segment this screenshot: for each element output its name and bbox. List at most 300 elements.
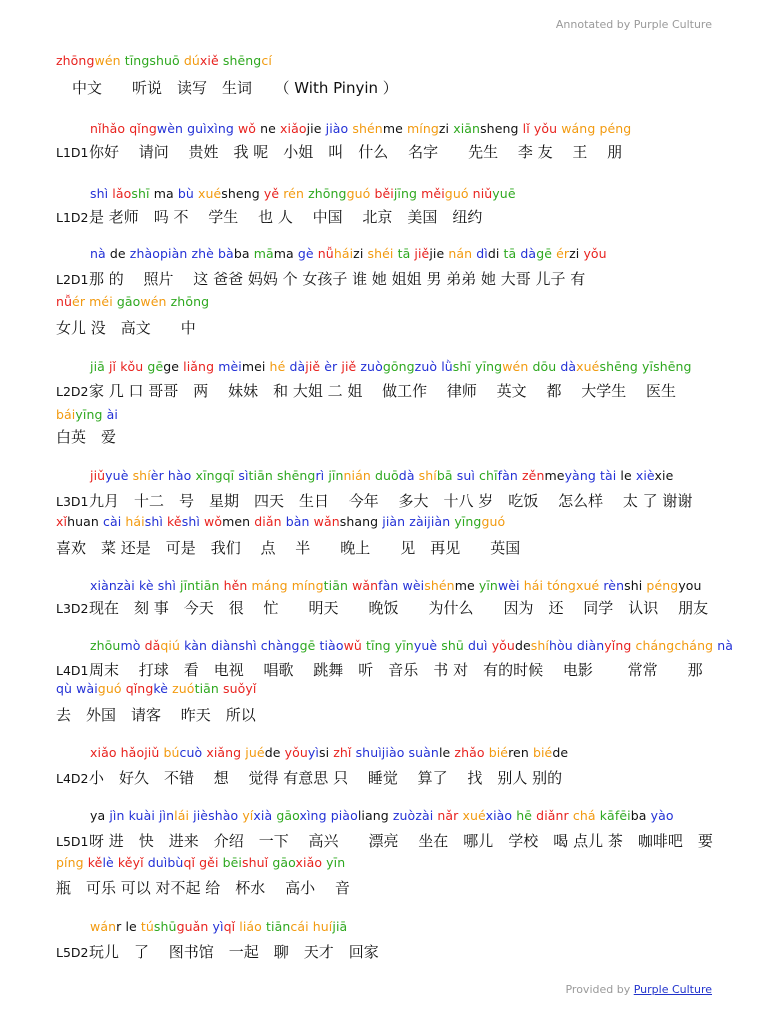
pinyin-syllable: qù [56,681,73,696]
pinyin-syllable: cái [290,919,309,934]
hanzi-text: 玩儿 了 图书馆 一起 聊 天才 回家 [89,943,379,961]
pinyin-syllable: wèn [156,121,184,136]
lesson-label: L4D1 [56,663,89,678]
pinyin-syllable: xià [253,808,273,823]
pinyin-syllable: jiǔ [144,745,160,760]
pinyin-line [90,638,768,653]
title-pinyin [56,53,768,68]
pinyin-syllable: rén [283,186,304,201]
pinyin-syllable: sì [238,468,249,483]
pinyin-syllable: zuó [172,681,195,696]
pinyin-line [90,578,768,593]
pinyin-syllable: xué [576,359,600,374]
pinyin-syllable: wáng [561,121,596,136]
pinyin-line [56,855,768,870]
pinyin-syllable: de [264,745,281,760]
pinyin-syllable: piàn [159,246,188,261]
pinyin-syllable: lǐ [522,121,530,136]
pinyin-syllable: bù [177,186,194,201]
pinyin-syllable: kè [138,578,154,593]
pinyin-syllable: mèi [218,359,242,374]
pinyin-syllable: nián [343,468,371,483]
pinyin-syllable: chàng [260,638,300,653]
hanzi-text: 女儿 没 高文 中 [56,319,196,337]
pinyin-syllable: sheng [480,121,519,136]
pinyin-syllable: ren [508,745,529,760]
pinyin-syllable: shí [530,638,550,653]
pinyin-syllable: xǐ [56,514,68,529]
hanzi-line [56,597,768,618]
pinyin-syllable: bàn [285,514,310,529]
pinyin-syllable: xie [654,468,674,483]
pinyin-syllable: hǎo [120,745,145,760]
pinyin-syllable: ba [630,808,647,823]
pinyin-syllable: mā [253,246,274,261]
pinyin-syllable: jiè [193,808,209,823]
pinyin-syllable: diǎnr [536,808,569,823]
header-annotation: Annotated by Purple Culture [555,18,712,31]
pinyin-syllable: shang [339,514,379,529]
pinyin-syllable: tiān [195,578,220,593]
pinyin-line [90,808,768,823]
pinyin-syllable: yào [650,808,674,823]
pinyin-syllable: wǎn [313,514,340,529]
hanzi-text: 瓶 可乐 可以 对不起 给 杯水 高小 音 [56,879,350,897]
hanzi-text: 九月 十二 号 星期 四天 生日 今年 多大 十八 岁 吃饭 怎么样 太 了 谢谢 [89,492,693,510]
pinyin-line [56,514,768,529]
pinyin-line [90,359,768,374]
pinyin-syllable: ya [90,808,106,823]
pinyin-syllable: kě [167,514,182,529]
hanzi-text: 那 的 照片 这 爸爸 妈妈 个 女孩子 谁 她 姐姐 男 弟弟 她 大哥 儿子 有 [89,270,586,288]
hanzi-text: 小 好久 不错 想 觉得 有意思 只 睡觉 算了 找 别人 别的 [89,769,563,787]
pinyin-syllable: qiú [160,638,181,653]
pinyin-syllable: guó [346,186,371,201]
pinyin-syllable: xué [462,808,486,823]
pinyin-syllable: zhōng [170,294,210,309]
pinyin-syllable: bù [167,855,184,870]
pinyin-syllable: gè [297,246,314,261]
pinyin-syllable: suàn [408,745,439,760]
pinyin-syllable: ge [163,359,180,374]
pinyin-syllable: tiān [194,681,219,696]
pinyin-syllable: shēng [276,468,316,483]
pinyin-syllable: chī [479,468,498,483]
pinyin-syllable: xìng [206,121,234,136]
pinyin-syllable: wén [140,294,167,309]
pinyin-syllable: lè [102,855,114,870]
pinyin-syllable: shén [424,578,455,593]
pinyin-syllable: jiě [305,359,321,374]
pinyin-syllable: cí [261,53,272,68]
pinyin-syllable: gāo [276,808,300,823]
pinyin-syllable: zài [116,578,135,593]
pinyin-syllable: xiě [199,53,219,68]
pinyin-syllable: bú [163,745,180,760]
pinyin-syllable: jiào [381,745,405,760]
pinyin-syllable: guó [444,186,469,201]
pinyin-syllable: xiǎo [90,745,117,760]
pinyin-syllable: yǒu [491,638,515,653]
pinyin-syllable: hé [269,359,286,374]
pinyin-syllable: huí [312,919,333,934]
pinyin-syllable: yǐ [132,855,144,870]
hanzi-text: 你好 请问 贵姓 我 呢 小姐 叫 什么 名字 先生 李 友 王 朋 [89,143,623,161]
pinyin-line [90,919,768,934]
pinyin-syllable: jiàn [427,514,451,529]
pinyin-syllable: shēng [222,53,262,68]
pinyin-syllable: zuò [414,359,438,374]
pinyin-syllable: cháng [674,638,714,653]
pinyin-syllable: zhǎo [454,745,485,760]
pinyin-syllable: gē [299,638,316,653]
pinyin-syllable: cuò [179,745,203,760]
pinyin-syllable: guǎn [176,919,209,934]
pinyin-syllable: yuè [105,468,129,483]
pinyin-syllable: guó [97,681,122,696]
hanzi-line [56,659,768,680]
pinyin-syllable: hái [125,514,145,529]
hanzi-text: 现在 刻 事 今天 很 忙 明天 晚饭 为什么 因为 还 同学 认识 朋友 [89,599,709,617]
pinyin-syllable: běi [374,186,394,201]
pinyin-syllable: wén [94,53,121,68]
pinyin-line [90,745,768,760]
pinyin-syllable: tiào [319,638,344,653]
pinyin-syllable: jie [306,121,322,136]
pinyin-syllable: shī [452,359,472,374]
lesson-label: L3D2 [56,601,89,616]
pinyin-syllable: dà [398,468,415,483]
pinyin-syllable: jie [429,246,445,261]
pinyin-line [90,121,768,136]
pinyin-syllable: yīng [75,407,103,422]
pinyin-syllable: yǐng [604,638,632,653]
pinyin-syllable: dǎ [144,638,161,653]
pinyin-syllable: mò [120,638,141,653]
pinyin-syllable: yǒu [583,246,607,261]
pinyin-syllable: fàn [378,578,399,593]
pinyin-syllable: liang [357,808,389,823]
pinyin-syllable: sheng [221,186,260,201]
pinyin-syllable: xiǎo [280,121,307,136]
pinyin-syllable: jiā [332,919,348,934]
pinyin-syllable: nán [448,246,473,261]
pinyin-syllable: hǎo [101,121,126,136]
pinyin-syllable: dōu [532,359,557,374]
pinyin-syllable: wèi [402,578,425,593]
pinyin-syllable: nǚ [317,246,334,261]
pinyin-syllable: ne [260,121,276,136]
pinyin-syllable: zài [415,808,434,823]
pinyin-syllable: tīng [124,53,150,68]
pinyin-syllable: jīn [328,468,344,483]
pinyin-syllable: zi [438,121,450,136]
hanzi-line [56,268,768,289]
pinyin-syllable: duō [374,468,399,483]
pinyin-syllable: tiān [248,468,273,483]
pinyin-syllable: péng [599,121,632,136]
pinyin-syllable: bà [218,246,234,261]
pinyin-syllable: jǐ [108,359,117,374]
pinyin-syllable: èr [150,468,164,483]
pinyin-syllable: xué [575,578,600,593]
pinyin-syllable: le [620,468,632,483]
lesson-label: L3D1 [56,494,89,509]
pinyin-syllable: kě [87,855,103,870]
pinyin-syllable: jìn [109,808,125,823]
pinyin-syllable: gē [536,246,553,261]
pinyin-syllable: me [382,121,403,136]
pinyin-syllable: me [454,578,475,593]
pinyin-syllable: ma [273,246,294,261]
pinyin-syllable: de [109,246,126,261]
pinyin-syllable: qǐ [223,919,236,934]
pinyin-syllable: tā [503,246,517,261]
pinyin-syllable: zuò [392,808,416,823]
pinyin-syllable: le [438,745,451,760]
pinyin-syllable: xiàn [90,578,117,593]
pinyin-syllable: dà [560,359,577,374]
pinyin-syllable: měi [421,186,445,201]
pinyin-syllable: shào [208,808,239,823]
pinyin-syllable: shéi [367,246,394,261]
pinyin-syllable: shuō [149,53,180,68]
pinyin-syllable: dì [476,246,488,261]
footer-prefix: Provided by [565,983,634,996]
pinyin-syllable: duì [147,855,168,870]
pinyin-syllable: lǜ [441,359,453,374]
pinyin-syllable: shì [181,514,200,529]
hanzi-line [56,767,768,788]
pinyin-syllable: wǎn [352,578,379,593]
pinyin-syllable: bié [532,745,553,760]
hanzi-line [56,490,768,511]
pinyin-line [90,186,768,201]
pinyin-syllable: yīng [475,359,503,374]
pinyin-syllable: tú [140,919,154,934]
hanzi-text: 呀 进 快 进来 介绍 一下 高兴 漂亮 坐在 哪儿 学校 喝 点儿 茶 咖啡吧 要 [89,832,713,850]
pinyin-syllable: gē [147,359,164,374]
pinyin-syllable: jīn [180,578,196,593]
pinyin-syllable: dà [289,359,306,374]
pinyin-syllable: duì [467,638,488,653]
pinyin-syllable: xiān [453,121,481,136]
pinyin-syllable: de [552,745,569,760]
pinyin-syllable: shì [90,186,109,201]
pinyin-syllable: nà [90,246,106,261]
hanzi-line [56,830,768,851]
pinyin-syllable: suǒ [223,681,246,696]
pinyin-syllable: èr [324,359,338,374]
lesson-label: L4D2 [56,771,89,786]
pinyin-syllable: wǒ [204,514,223,529]
pinyin-syllable: xué [197,186,222,201]
pinyin-syllable: yīng [454,514,482,529]
pinyin-syllable: hē [516,808,533,823]
hanzi-text: 去 外国 请客 昨天 所以 [56,706,256,724]
pinyin-syllable: zhōu [90,638,121,653]
pinyin-syllable: zuò [360,359,383,374]
pinyin-syllable: tīng [366,638,391,653]
pinyin-syllable: jiàn [382,514,406,529]
pinyin-syllable: bēi [222,855,243,870]
pinyin-syllable: suì [456,468,475,483]
pinyin-syllable: wǒ [237,121,257,136]
pinyin-syllable: yǒu [284,745,308,760]
pinyin-syllable: máng [251,578,288,593]
pinyin-syllable: zhào [129,246,160,261]
pinyin-syllable: xiào [485,808,513,823]
pinyin-syllable: shī [131,186,150,201]
pinyin-syllable: hái [523,578,544,593]
pinyin-syllable: zhǐ [333,745,352,760]
hanzi-text: 白英 爱 [56,428,117,446]
pinyin-syllable: qǐng [125,681,154,696]
pinyin-syllable: wǔ [343,638,362,653]
hanzi-line [56,941,768,962]
pinyin-syllable: ér [556,246,570,261]
pinyin-syllable: shū [153,919,177,934]
pinyin-syllable: gěi [199,855,219,870]
pinyin-syllable: yǒu [533,121,558,136]
pinyin-syllable: nà [717,638,733,653]
pinyin-syllable: shuǐ [242,855,269,870]
pinyin-syllable: diǎn [254,514,282,529]
pinyin-syllable: shì [238,638,257,653]
pinyin-syllable: yě [263,186,280,201]
pinyin-syllable: wèi [497,578,520,593]
pinyin-syllable: kuài [128,808,155,823]
hanzi-line [56,537,768,558]
pinyin-syllable: lǎo [112,186,132,201]
pinyin-syllable: shēng [599,359,638,374]
lesson-label: L2D1 [56,272,89,287]
pinyin-syllable: shēng [653,359,692,374]
pinyin-syllable: jiě [414,246,430,261]
pinyin-syllable: guó [481,514,506,529]
pinyin-syllable: jìn [158,808,175,823]
pinyin-syllable: rì [315,468,325,483]
pinyin-syllable: guì [187,121,207,136]
pinyin-syllable: yǐ [245,681,257,696]
pinyin-syllable: di [487,246,500,261]
pinyin-syllable: yì [212,919,224,934]
pinyin-syllable: shì [144,514,163,529]
pinyin-syllable: cài [102,514,122,529]
pinyin-syllable: zhōng [56,53,95,68]
pinyin-line [56,407,768,422]
pinyin-syllable: tiān [266,919,291,934]
pinyin-syllable: zi [569,246,580,261]
pinyin-syllable: jiào [325,121,349,136]
pinyin-syllable: zi [353,246,364,261]
lesson-label: L2D2 [56,384,89,399]
pinyin-syllable: dú [183,53,200,68]
pinyin-syllable: shì [157,578,176,593]
pinyin-syllable: jiā [90,359,105,374]
pinyin-syllable: tóng [547,578,576,593]
pinyin-syllable: jiǔ [90,468,106,483]
pinyin-syllable: liǎng [183,359,215,374]
pinyin-syllable: yàng [564,468,596,483]
hanzi-line [56,877,768,898]
pinyin-syllable: tài [599,468,617,483]
pinyin-syllable: cháng [635,638,675,653]
pinyin-syllable: yí [242,808,254,823]
pinyin-syllable: dà [520,246,537,261]
pinyin-syllable: xiǎng [206,745,242,760]
purple-culture-link[interactable]: Purple Culture [633,983,712,996]
pinyin-syllable: de [514,638,531,653]
pinyin-syllable: nǐ [90,121,102,136]
pinyin-syllable: yīn [478,578,498,593]
pinyin-syllable: mei [241,359,266,374]
pinyin-syllable: me [544,468,565,483]
pinyin-syllable: si [318,745,330,760]
pinyin-syllable: fàn [497,468,518,483]
pinyin-syllable: gōng [382,359,415,374]
pinyin-syllable: hòu [549,638,573,653]
hanzi-line [56,704,768,725]
pinyin-syllable: r [116,919,122,934]
pinyin-syllable: liáo [239,919,262,934]
pinyin-syllable: tiān [323,578,348,593]
pinyin-syllable: shū [441,638,464,653]
pinyin-syllable: hěn [223,578,248,593]
pinyin-syllable: zài [409,514,428,529]
pinyin-syllable: nǎr [437,808,459,823]
pinyin-syllable: ér [72,294,86,309]
pinyin-syllable: yīn [326,855,346,870]
pinyin-syllable: men [222,514,251,529]
title-hanzi: 中文 听说 读写 生词 （ With Pinyin ） [72,79,398,97]
pinyin-syllable: ba [233,246,250,261]
hanzi-text: 家 几 口 哥哥 两 妹妹 和 大姐 二 姐 做工作 律师 英文 都 大学生 医生 [89,382,676,400]
pinyin-syllable: lái [174,808,190,823]
pinyin-syllable: kàn [184,638,207,653]
pinyin-syllable: you [678,578,702,593]
hanzi-line [56,141,768,162]
pinyin-syllable: shuì [355,745,382,760]
pinyin-syllable: jiě [341,359,357,374]
pinyin-syllable: le [125,919,137,934]
pinyin-syllable: xiǎo [295,855,323,870]
footer-credit [565,983,712,996]
pinyin-line [56,681,768,696]
lesson-label: L1D1 [56,145,89,160]
pinyin-syllable: yīn [394,638,414,653]
lesson-label: L5D1 [56,834,89,849]
pinyin-syllable: hái [333,246,354,261]
pinyin-syllable: zěn [522,468,545,483]
hanzi-text: 喜欢 菜 还是 可是 我们 点 半 晚上 见 再见 英国 [56,539,521,557]
pinyin-syllable: xiè [635,468,655,483]
pinyin-syllable: kā [599,808,615,823]
pinyin-syllable: yī [642,359,654,374]
pinyin-syllable: péng [646,578,679,593]
pinyin-syllable: yì [307,745,319,760]
pinyin-line [90,246,768,261]
pinyin-syllable: zhè [191,246,214,261]
pinyin-syllable: fēi [614,808,631,823]
pinyin-syllable: chá [572,808,596,823]
hanzi-line [56,206,768,227]
pinyin-syllable: shí [418,468,437,483]
lesson-label: L5D2 [56,945,89,960]
pinyin-syllable: piào [330,808,358,823]
pinyin-syllable: shí [132,468,151,483]
pinyin-syllable: míng [406,121,439,136]
